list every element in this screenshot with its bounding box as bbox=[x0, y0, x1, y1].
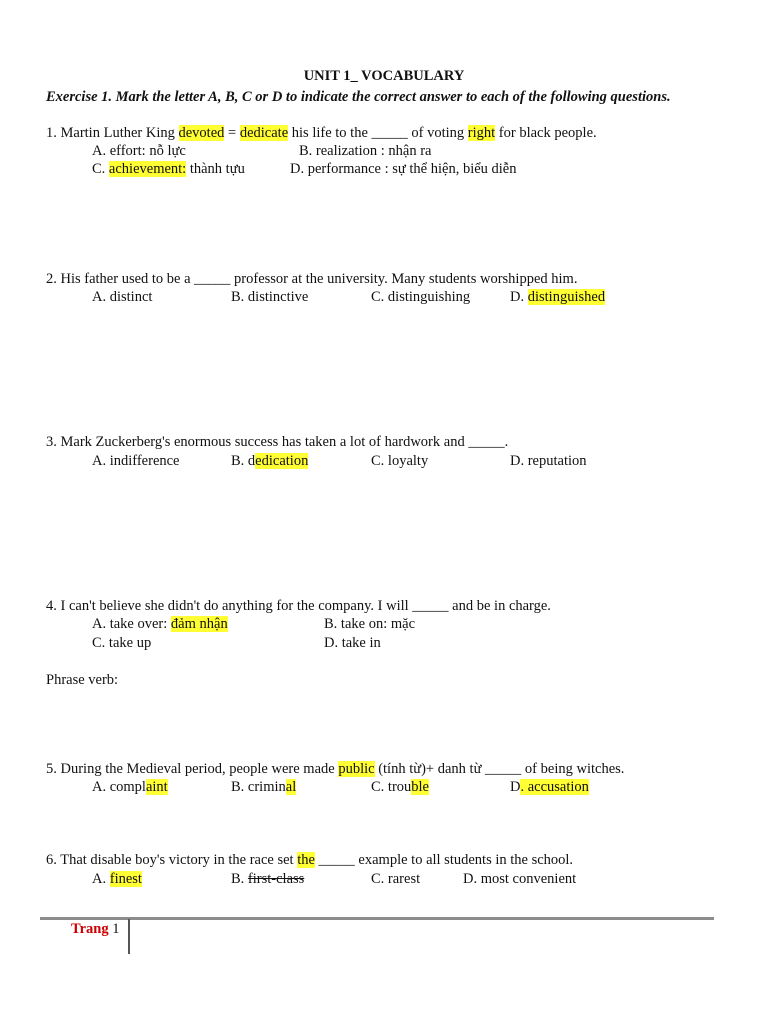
highlight: al bbox=[285, 779, 297, 795]
highlight: edication bbox=[255, 453, 309, 469]
highlight: right bbox=[467, 125, 496, 141]
highlight: distinguished bbox=[527, 289, 606, 305]
question-3-stem: 3. Mark Zuckerberg's enormous success has taken a lot of hardwork and _____. bbox=[46, 434, 509, 450]
footer-rule bbox=[40, 917, 714, 920]
exercise-instruction: Exercise 1. Mark the letter A, B, C or D to indicate the correct answer to each of the following questions. bbox=[46, 89, 671, 105]
question-3-option-b: B. dedication bbox=[231, 453, 309, 469]
highlight: đảm nhận bbox=[170, 616, 228, 632]
question-2-option-c: C. distinguishing bbox=[371, 289, 471, 305]
question-5-option-d: D. accusation bbox=[510, 779, 589, 795]
highlight: achievement: bbox=[108, 161, 187, 177]
question-5-option-c: C. trouble bbox=[371, 779, 429, 795]
question-4-option-a: A. take over: đảm nhận bbox=[92, 616, 228, 632]
highlight: dedicate bbox=[239, 125, 289, 141]
question-6-stem: 6. That disable boy's victory in the race set the _____ example to all students in the school. bbox=[46, 852, 574, 868]
footer-divider bbox=[128, 919, 130, 954]
question-6-option-c: C. rarest bbox=[371, 871, 421, 887]
highlight: devoted bbox=[178, 125, 225, 141]
question-6-option-a: A. finest bbox=[92, 871, 142, 887]
question-1-option-a: A. effort: nỗ lực bbox=[92, 143, 186, 159]
question-5-stem: 5. During the Medieval period, people were made public (tính từ)+ danh từ _____ of being witches. bbox=[46, 761, 625, 777]
unit-title: UNIT 1_ VOCABULARY bbox=[303, 68, 465, 84]
question-2-stem: 2. His father used to be a _____ professor at the university. Many students worshipped him. bbox=[46, 271, 578, 287]
highlight: . accusation bbox=[520, 779, 589, 795]
question-1-stem: 1. Martin Luther King devoted = dedicate his life to the _____ of voting right for black people. bbox=[46, 125, 597, 141]
question-3-option-a: A. indifference bbox=[92, 453, 180, 469]
highlight: ble bbox=[411, 779, 429, 795]
question-4-option-d: D. take in bbox=[324, 635, 381, 651]
question-3-option-d: D. reputation bbox=[510, 453, 587, 469]
question-4-option-b: B. take on: mặc bbox=[324, 616, 416, 632]
question-3-option-c: C. loyalty bbox=[371, 453, 429, 469]
question-2-option-b: B. distinctive bbox=[231, 289, 309, 305]
question-4-option-c: C. take up bbox=[92, 635, 152, 651]
highlight: the bbox=[297, 852, 315, 868]
question-1-option-c: C. achievement: thành tựu bbox=[92, 161, 245, 177]
highlight: public bbox=[338, 761, 375, 777]
question-5-option-b: B. criminal bbox=[231, 779, 297, 795]
highlight: finest bbox=[109, 871, 142, 887]
question-1-option-b: B. realization : nhận ra bbox=[299, 143, 432, 159]
page-number: 1 bbox=[112, 921, 120, 937]
question-6-option-b: B. first-class bbox=[231, 871, 305, 887]
strikethrough-text: first-class bbox=[247, 871, 305, 887]
question-6-option-d: D. most convenient bbox=[463, 871, 577, 887]
question-1-option-d: D. performance : sự thể hiện, biểu diễn bbox=[290, 161, 517, 177]
phrase-verb-note: Phrase verb: bbox=[46, 672, 119, 688]
page-label: Trang bbox=[71, 921, 109, 937]
question-2-option-a: A. distinct bbox=[92, 289, 153, 305]
page-footer bbox=[71, 921, 119, 938]
question-2-option-d: D. distinguished bbox=[510, 289, 606, 305]
question-4-stem: 4. I can't believe she didn't do anything for the company. I will _____ and be in charge. bbox=[46, 598, 551, 614]
highlight: aint bbox=[145, 779, 168, 795]
question-5-option-a: A. complaint bbox=[92, 779, 168, 795]
